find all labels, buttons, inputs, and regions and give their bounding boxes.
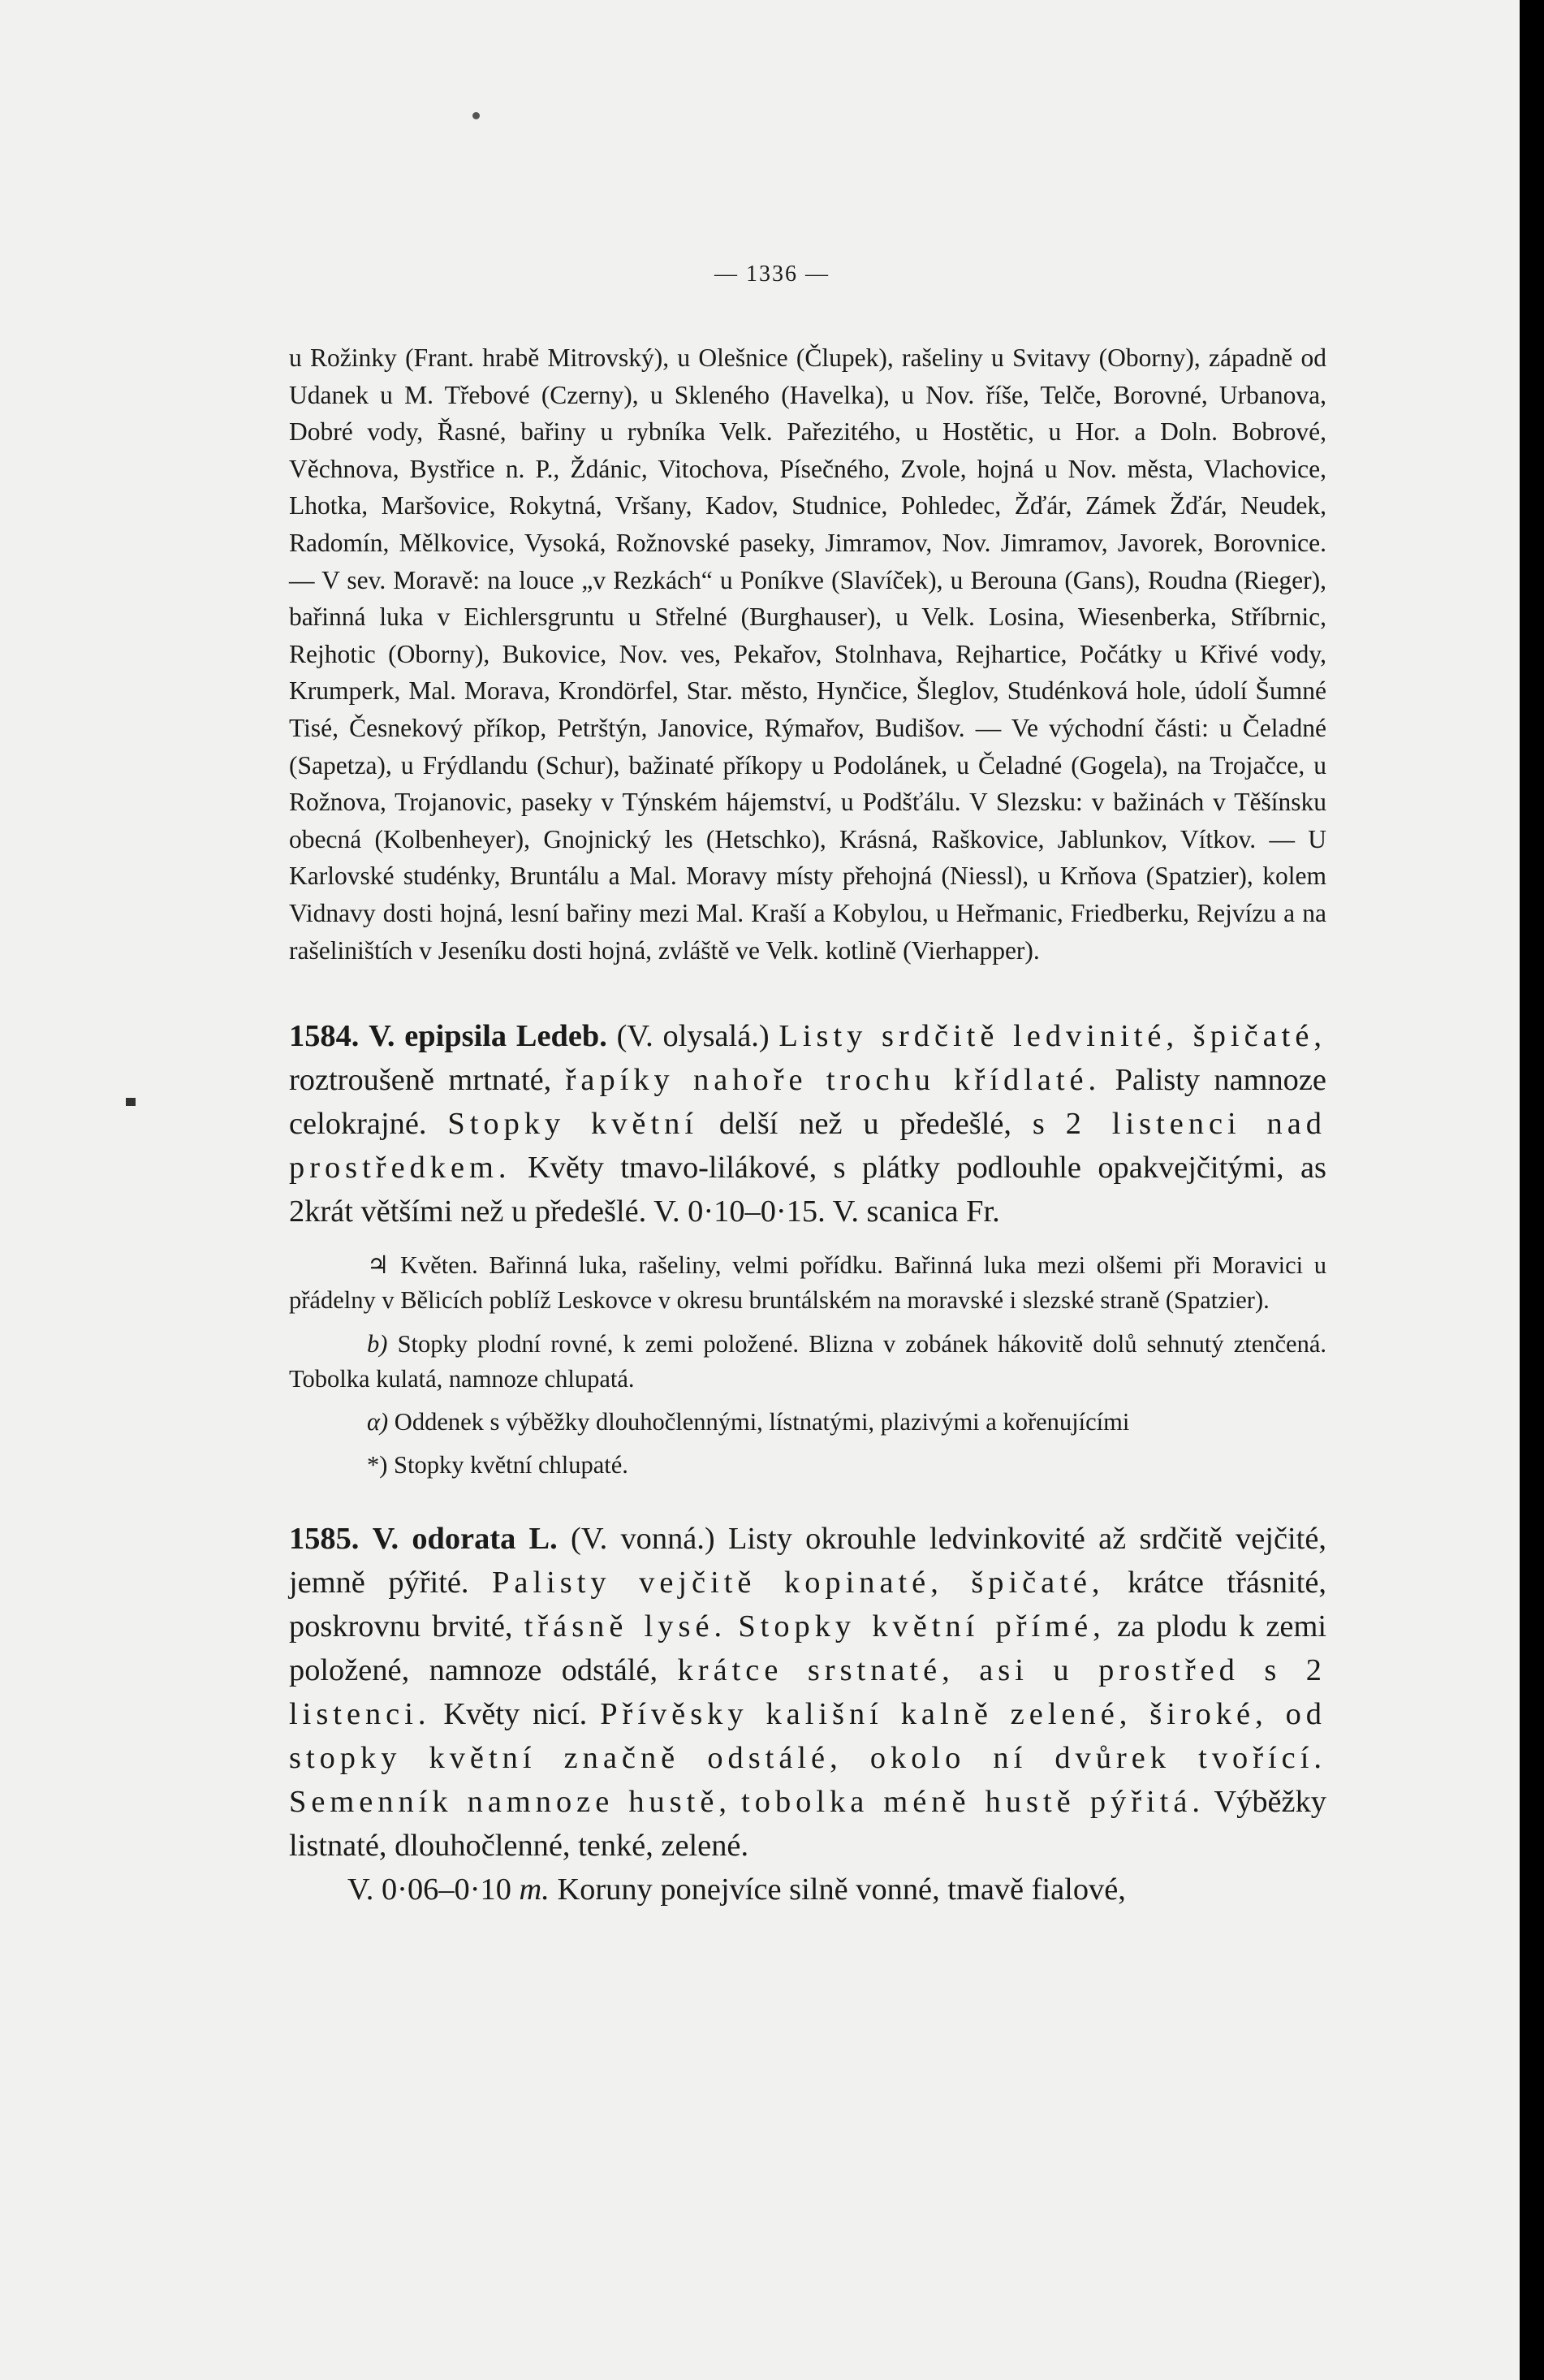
note-flowering: ♃ Květen. Bařinná luka, rašeliny, velmi pořídku. Bařinná luka mezi olšemi při Moravici u přádelny v Bělicích poblíž Leskovce v okresu bruntálském na moravské i slezské straně (Spatzier). <box>289 1251 1326 1315</box>
entry-1585-text-11: tobolka méně hustě pýřitá. <box>741 1785 1205 1820</box>
locality-paragraph: u Rožinky (Frant. hrabě Mitrovský), u Olešnice (Člupek), rašeliny u Svitavy (Oborny), západně od Udanek u M. Třebové (Czerny), u Skleného (Havelka), u Nov. říše, Telče, Borovné, Urbanova, Dobré vody, Řasné, bařiny u rybníka Velk. Pařezitého, u Hostětic, u Hor. a Doln. Bobrové, Věchnova, Bystřice n. P., Ždánic, Vitochova, Písečného, Zvole, hojná u Nov. města, Vlachovice, Lhotka, Maršovice, Rokytná, Vršany, Kadov, Studnice, Pohledec, Žďár, Zámek Žďár, Neudek, Radomín, Mělkovice, Vysoká, Rožnovské paseky, Jimramov, Nov. Jimramov, Javorek, Borovnice. — V sev. Moravě: na louce „v Rezkách“ u Poníkve (Slavíček), u Berouna (Gans), Roudna (Rieger), bařinná luka v Eichlersgruntu u Střelné (Burghauser), u Velk. Losina, Wiesenberka, Stříbrnic, Rejhotic (Oborny), Bukovice, Nov. ves, Pekařov, Stolnhava, Rejhartice, Počátky u Křivé vody, Krumperk, Mal. Morava, Krondörfel, Star. město, Hynčice, Šleglov, Studénková hole, údolí Šumné Tisé, Česnekový příkop, Petrštýn, Janovice, Rýmařov, Budišov. — Ve východní části: u Čeladné (Sapetza), u Frýdlandu (Schur), bažinaté příkopy u Podolánek, u Čeladné (Gogela), na Trojačce, u Rožnova, Trojanovic, paseky v Týnském hájemství, u Podšťálu. V Slezsku: v bažinách v Těšínsku obecná (Kolbenheyer), Gnojnický les (Hetschko), Krásná, Raškovice, Jablunkov, Vítkov. — U Karlovské studénky, Bruntálu a Mal. Moravy místy přehojná (Niessl), u Krňova (Spatzier), kolem Vidnavy dosti hojná, lesní bařiny mezi Mal. Kraší a Kobylou, u Heřmanic, Friedberku, Rejvízu a na rašeliništích v Jeseníku dosti hojná, zvláště ve Velk. kotlině (Vierhapper). <box>289 343 1326 965</box>
entry-1584-text-7: 2 listenci nad prostředkem. <box>289 1107 1326 1186</box>
entry-1585-size: V. 0·06–0·10 <box>347 1872 511 1907</box>
entry-1584-text-6: delší než u předešlé, s <box>718 1107 1045 1142</box>
entry-1585-text-10: Semenník namnoze hustě, <box>289 1785 731 1820</box>
note-b-text: Stopky plodní rovné, k zemi položené. Blizna v zobánek hákovitě dolů sehnutý ztenčená. Tobolka kulatá, namnoze chlupatá. <box>289 1329 1327 1393</box>
entry-1585-text-5: Stopky květní přímé, <box>738 1609 1106 1644</box>
note-b-label: b) <box>367 1329 388 1358</box>
page-content <box>289 339 1326 1911</box>
note-b <box>289 1327 1326 1397</box>
entry-1584-name: V. epipsila Ledeb. <box>369 1019 607 1054</box>
entry-1585-text-9: Přívěsky kališní kalně zelené, široké, od stopky květní značně odstálé, okolo ní dvůrek tvořící. <box>289 1697 1326 1776</box>
entry-1584-text-4: Palisty namnoze celokrajné. <box>289 1063 1326 1142</box>
note-star <box>289 1448 1326 1483</box>
note-star-text: Stopky květní chlupaté. <box>394 1451 628 1479</box>
entry-1585-text-6: za plodu k zemi položené, namnoze odstálé, <box>289 1609 1326 1688</box>
entry-1584-text-1: Listy srdčitě ledvinité, špičaté, <box>778 1019 1326 1054</box>
note-alpha <box>289 1405 1326 1440</box>
entry-1585-text-3: krátce třásnité, poskrovnu brvité, <box>289 1566 1327 1644</box>
scan-speck <box>472 112 480 119</box>
entry-1584-text-3: řapíky nahoře trochu křídlaté. <box>565 1063 1102 1098</box>
entry-1584-text-2: roztroušeně mrtnaté, <box>289 1063 552 1098</box>
note-alpha-text: Oddenek s výběžky dlouhočlennými, lístnatými, plazivými a kořenujícími <box>394 1407 1130 1436</box>
note-alpha-label: α) <box>367 1407 389 1436</box>
entry-1585-text-2: Palisty vejčitě kopinaté, špičaté, <box>492 1566 1105 1600</box>
page-number: — 1336 — <box>714 261 830 287</box>
entry-1585-text-12: Výběžky listnaté, dlouhočlenné, tenké, zelené. <box>289 1785 1326 1864</box>
entry-1585-name: V. odorata L. <box>372 1522 558 1557</box>
entry-1585-cont-text: Koruny ponejvíce silně vonné, tmavě fialové, <box>557 1872 1126 1907</box>
note-star-label: *) <box>367 1451 388 1479</box>
entry-1585-text-7: krátce srstnaté, asi u prostřed s 2 listenci. <box>289 1653 1327 1732</box>
entry-1585-number: 1585. <box>289 1522 360 1557</box>
entry-1584-text-8: Květy tmavo-lilákové, s plátky podlouhle opakvejčitými, as 2krát většími než u předešlé. V. 0·10–0·15. V. scanica Fr. <box>289 1151 1326 1229</box>
entry-1585-text-8: Květy nicí. <box>443 1697 588 1732</box>
entry-1584-notes <box>289 1248 1326 1483</box>
entry-1585 <box>289 1517 1326 1868</box>
entry-1584-number: 1584. <box>289 1019 360 1054</box>
scan-margin-mark <box>126 1098 136 1106</box>
entry-1585-vernacular: (V. vonná.) <box>571 1522 715 1557</box>
entry-1584-vernacular: (V. olysalá.) <box>616 1019 770 1054</box>
entry-1585-text-1: Listy okrouhle ledvinkovité až srdčitě vejčité, jemně pýřité. <box>289 1522 1326 1600</box>
entry-1585-unit: m. <box>519 1872 550 1907</box>
entry-1584 <box>289 1014 1326 1233</box>
entry-1585-continuation <box>289 1868 1326 1911</box>
entry-1584-text-5: Stopky květní <box>447 1107 698 1142</box>
entry-1585-text-4: třásně lysé. <box>524 1609 727 1644</box>
